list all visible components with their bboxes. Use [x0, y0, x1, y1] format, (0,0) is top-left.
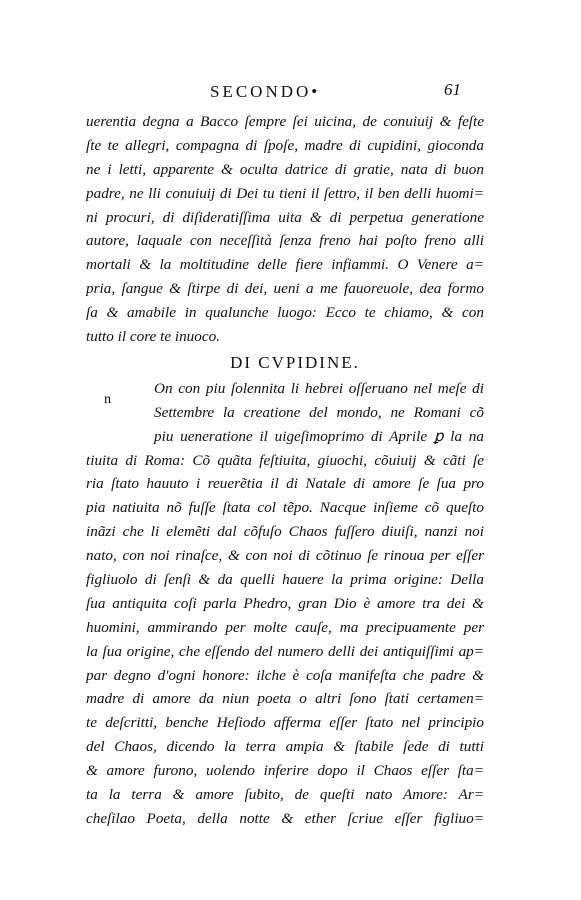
running-head: SECONDO•	[210, 82, 321, 101]
text-line: par degno d'ogni honore: ilche è coſa manifeſta che padre &	[86, 666, 484, 684]
text-line: inãzi che li elemẽti dal cõfuſo Chaos fuſſero diuiſi, nanzi noi	[86, 523, 484, 541]
text-line: ſte te allegri, compagna di ſpoſe, madre di cupidini, gioconda	[86, 136, 484, 154]
text-line: te deſcritti, benche Heſiodo afferma eſſer ſtato nel principio	[86, 714, 484, 732]
text-line: huomini, ammirando per molte cauſe, ma precipuamente per	[86, 618, 484, 636]
text-line: autore, laquale con neceſſità ſenza freno hai poſto freno alli	[86, 232, 484, 250]
text-line: ne i letti, apparente & oculta datrice di gratie, nata di buon	[86, 160, 484, 178]
text-line: padre, ne lli conuiuij di Dei tu tieni il ſettro, il ben delli huomi=	[86, 184, 484, 202]
text-line: del Chaos, dicendo la terra ampia & ſtabile ſede di tutti	[86, 738, 484, 756]
text-line: & amore furono, uolendo inferire dopo il Chaos eſſer ſta=	[86, 762, 484, 780]
text-line: la ſua origine, che eſſendo del numero delli dei antiquiſſimi ap=	[86, 642, 484, 660]
text-line: figliuolo di ſenſi & da quelli hauere la prima origine: Della	[86, 571, 484, 589]
text-line: piu ueneratione il uigeſimoprimo di Aprile ꝑ la na	[154, 427, 484, 445]
text-line: ria ſtato hauuto i reuerẽtia il di Natale di amore ſe ſua pro	[86, 475, 484, 493]
text-line: cheſilao Poeta, della notte & ether ſcriue eſſer figliuo=	[86, 809, 484, 827]
drop-initial-placeholder: n	[104, 392, 111, 407]
text-line: ſa & amabile in qualunche luogo: Ecco te chiamo, & con	[86, 304, 484, 322]
text-line: madre di amore da niun poeta o altri ſono ſtati certamen=	[86, 690, 484, 708]
page-number: 61	[444, 80, 461, 99]
text-line: mortali & la moltitudine delle fiere infiammi. O Venere a=	[86, 256, 484, 274]
text-line: On con piu ſolennita li hebrei oſſeruano nel meſe di	[154, 379, 484, 397]
text-line: uerentia degna a Bacco ſempre ſei uicina, de conuiuij & feſte	[86, 113, 484, 130]
text-block	[86, 110, 484, 831]
text-line: pia natiuita nõ fuſſe ſtata col tẽpo. Nacque inſieme cõ queſto	[86, 499, 484, 517]
text-line: pria, ſangue & ſtirpe di dei, ueni a me fauoreuole, dea formo	[86, 280, 484, 298]
section-heading: DI CVPIDINE.	[230, 352, 360, 372]
text-line: tutto il core te inuoco.	[86, 328, 220, 346]
text-line: ſua antiquita coſi parla Phedro, gran Dio è amore tra dei &	[86, 594, 484, 612]
text-line: ta la terra & amore ſubito, de queſti nato Amore: Ar=	[86, 786, 484, 804]
text-line: ni procuri, di diſideratiſſima uita & di perpetua generatione	[86, 208, 484, 226]
text-line: nato, con noi rinaſce, & con noi di cõtinuo ſe rinoua per eſſer	[86, 547, 484, 565]
text-line: tiuita di Roma: Cõ quãta feſtiuita, giuochi, cõuiuij & cãti ſe	[86, 451, 484, 469]
text-line: Settembre la creatione del mondo, ne Romani cõ	[154, 403, 484, 421]
